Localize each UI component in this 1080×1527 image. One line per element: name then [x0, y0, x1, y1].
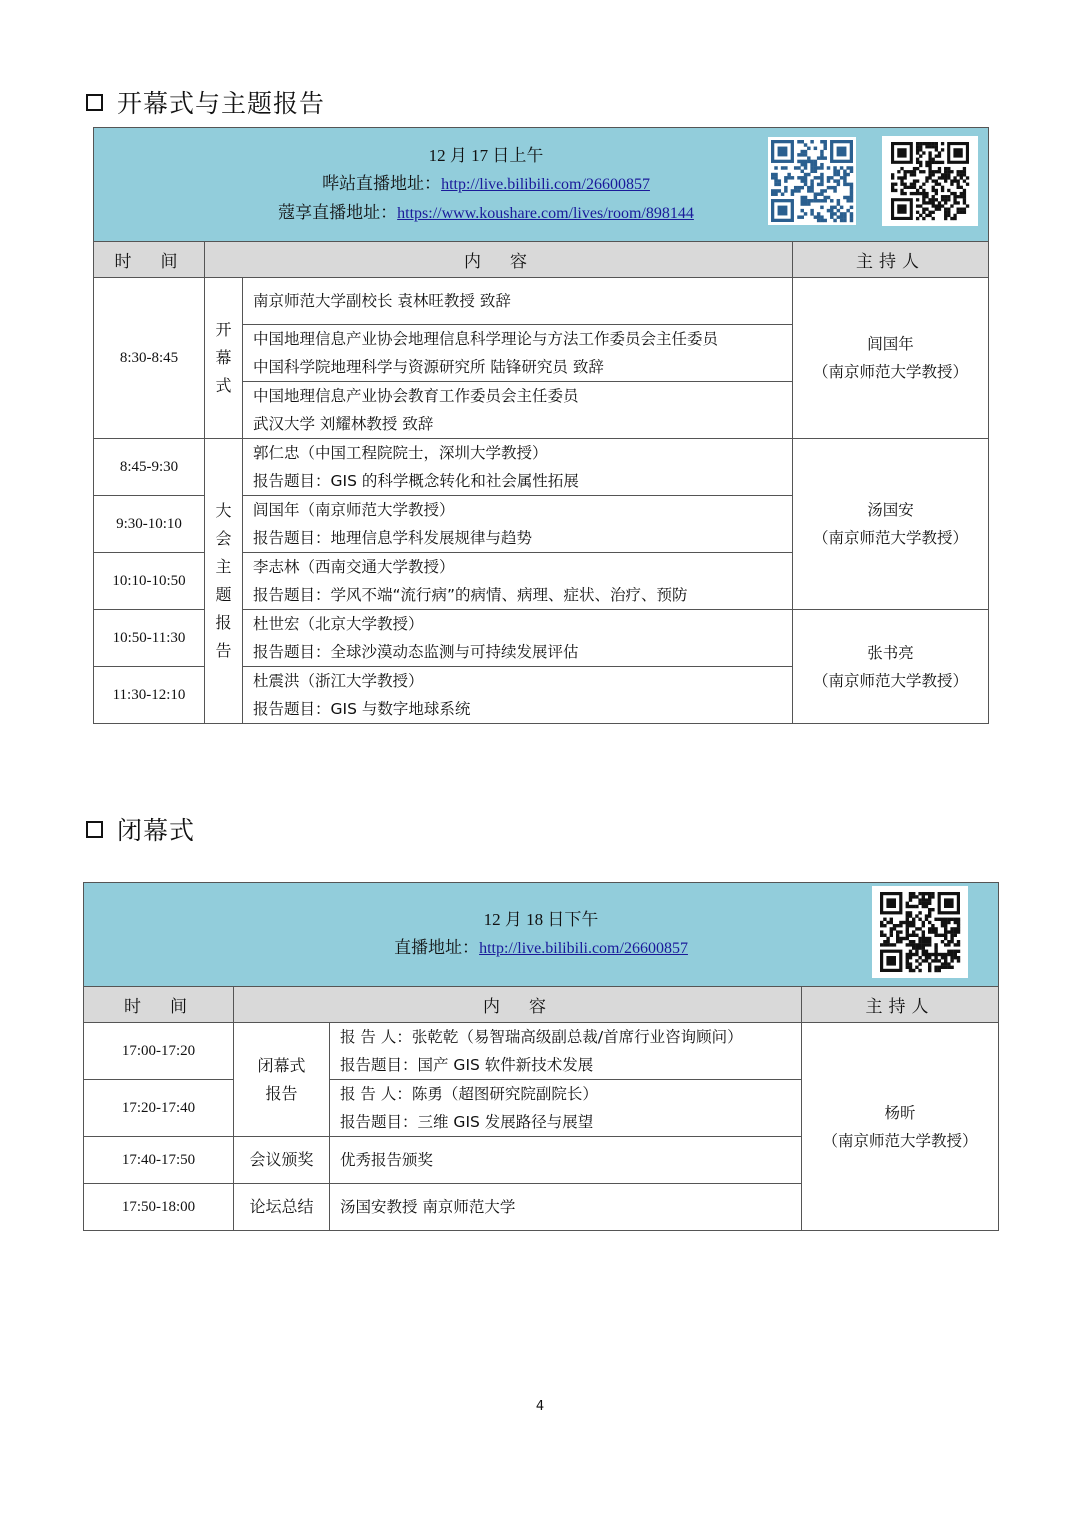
talk-time: 10:10-10:50 [94, 553, 205, 610]
host-name: 张书亮 [867, 643, 914, 662]
host-name: 汤国安 [867, 501, 914, 519]
table-header-row [84, 987, 999, 1023]
host-affiliation: （南京师范大学教授） [813, 529, 969, 547]
opening-time: 8:30-8:45 [94, 278, 205, 439]
section-title-closing [86, 811, 195, 847]
talks-category [205, 439, 243, 724]
category-char: 告 [215, 641, 232, 660]
closing-time: 17:50-18:00 [84, 1184, 234, 1231]
closing-content [330, 1137, 802, 1184]
header-content: 内 容 [205, 242, 793, 278]
talk-content [243, 667, 793, 724]
content-line: 中国地理信息产业协会地理信息科学理论与方法工作委员会主任委员 [253, 330, 719, 348]
topic-line: 报告题目：GIS 的科学概念转化和社会属性拓展 [253, 472, 579, 490]
koushare-label: 蔻享直播地址： [278, 202, 398, 223]
koushare-qr-code-icon [768, 137, 856, 225]
speaker-line: 郭仁忠（中国工程院院士，深圳大学教授） [253, 444, 548, 462]
category-char: 报 [215, 613, 232, 632]
header-host: 主持人 [793, 242, 989, 278]
topic-line: 报告题目：GIS 与数字地球系统 [253, 700, 471, 718]
talk-time: 8:45-9:30 [94, 439, 205, 496]
header-host: 主持人 [802, 987, 999, 1023]
table-header-row [94, 242, 989, 278]
banner-koushare-line [278, 199, 694, 228]
live-label: 直播地址： [394, 938, 480, 958]
content-line: 汤国安教授 南京师范大学 [340, 1198, 516, 1216]
award-category: 会议颁奖 [234, 1137, 330, 1184]
speaker-line: 杜震洪（浙江大学教授） [253, 672, 424, 690]
talk-content [243, 439, 793, 496]
category-line: 闭幕式 [257, 1055, 306, 1075]
speaker-line: 报 告 人：陈勇（超图研究院副院长） [340, 1085, 598, 1103]
topic-line: 报告题目：国产 GIS 软件新技术发展 [340, 1056, 594, 1074]
category-char: 式 [215, 376, 232, 395]
closing-time: 17:20-17:40 [84, 1080, 234, 1137]
talk-time: 11:30-12:10 [94, 667, 205, 724]
topic-line: 报告题目：学风不端“流行病”的病情、病理、症状、治疗、预防 [253, 586, 688, 604]
talk-time: 10:50-11:30 [94, 610, 205, 667]
section-title-text: 开幕式与主题报告 [117, 89, 326, 118]
host-name: 杨昕 [884, 1103, 916, 1122]
talks-host-1 [793, 439, 989, 610]
opening-item [243, 382, 793, 439]
category-char: 题 [215, 585, 232, 604]
banner-cell [84, 883, 999, 987]
talk-time: 9:30-10:10 [94, 496, 205, 553]
opening-item [243, 278, 793, 325]
banner-row [84, 883, 999, 987]
closing-content [330, 1184, 802, 1231]
topic-line: 报告题目：地理信息学科发展规律与趋势 [253, 529, 533, 547]
closing-time: 17:00-17:20 [84, 1023, 234, 1080]
table-row [84, 1023, 999, 1080]
summary-category: 论坛总结 [234, 1184, 330, 1231]
host-affiliation: （南京师范大学教授） [813, 671, 969, 690]
page-number: 4 [535, 1399, 545, 1414]
closing-report-category [234, 1023, 330, 1137]
banner-date: 12 月 17 日上午 [428, 145, 544, 165]
bilibili-label: 哔站直播地址： [322, 173, 442, 194]
speaker-line: 杜世宏（北京大学教授） [253, 615, 424, 633]
header-time: 时 间 [94, 242, 205, 278]
category-char: 开 [215, 320, 232, 339]
topic-line: 报告题目：全球沙漠动态监测与可持续发展评估 [253, 643, 579, 661]
checkbox-square-icon [86, 94, 103, 111]
category-char: 幕 [215, 348, 232, 367]
header-time: 时 间 [84, 987, 234, 1023]
host-affiliation: （南京师范大学教授） [813, 363, 969, 381]
table-row [94, 439, 989, 496]
content-line: 优秀报告颁奖 [340, 1151, 434, 1169]
content-line: 中国地理信息产业协会教育工作委员会主任委员 [253, 387, 579, 405]
closing-qr-code-icon [872, 886, 968, 978]
opening-item [243, 325, 793, 382]
bilibili-qr-code-icon [882, 136, 978, 226]
content-line: 武汉大学 刘耀林教授 致辞 [253, 415, 434, 433]
bilibili-link[interactable]: http://live.bilibili.com/26600857 [479, 940, 688, 957]
closing-host [802, 1023, 999, 1231]
section-title-text: 闭幕式 [117, 816, 196, 845]
topic-line: 报告题目：三维 GIS 发展路径与展望 [340, 1113, 594, 1131]
content-line: 中国科学院地理科学与资源研究所 陆锋研究员 致辞 [253, 358, 604, 376]
host-name: 闾国年 [867, 335, 914, 353]
talk-content [243, 496, 793, 553]
content-line: 南京师范大学副校长 袁林旺教授 致辞 [253, 292, 511, 310]
speaker-line: 闾国年（南京师范大学教授） [253, 501, 455, 519]
closing-schedule-table [83, 882, 999, 1231]
header-content: 内 容 [234, 987, 802, 1023]
closing-time: 17:40-17:50 [84, 1137, 234, 1184]
talks-host-2 [793, 610, 989, 724]
closing-content [330, 1080, 802, 1137]
opening-host [793, 278, 989, 439]
category-line: 报告 [265, 1083, 298, 1103]
banner-bilibili-line [394, 934, 688, 963]
talk-content [243, 610, 793, 667]
section-title-opening [86, 84, 325, 120]
banner-bilibili-line [322, 170, 650, 199]
speaker-line: 报 告 人：张乾乾（易智瑞高级副总裁/首席行业咨询顾问） [340, 1028, 743, 1046]
host-affiliation: （南京师范大学教授） [822, 1131, 978, 1150]
talk-content [243, 553, 793, 610]
closing-content [330, 1023, 802, 1080]
koushare-link[interactable]: https://www.koushare.com/lives/room/898144 [397, 204, 694, 222]
checkbox-square-icon [86, 821, 103, 838]
category-char: 大 [215, 501, 232, 520]
speaker-line: 李志林（西南交通大学教授） [253, 558, 455, 576]
category-char: 主 [215, 557, 232, 576]
opening-category [205, 278, 243, 439]
table-row [94, 278, 989, 325]
bilibili-link[interactable]: http://live.bilibili.com/26600857 [441, 175, 650, 193]
banner-date: 12 月 18 日下午 [483, 910, 599, 929]
category-char: 会 [215, 529, 232, 548]
